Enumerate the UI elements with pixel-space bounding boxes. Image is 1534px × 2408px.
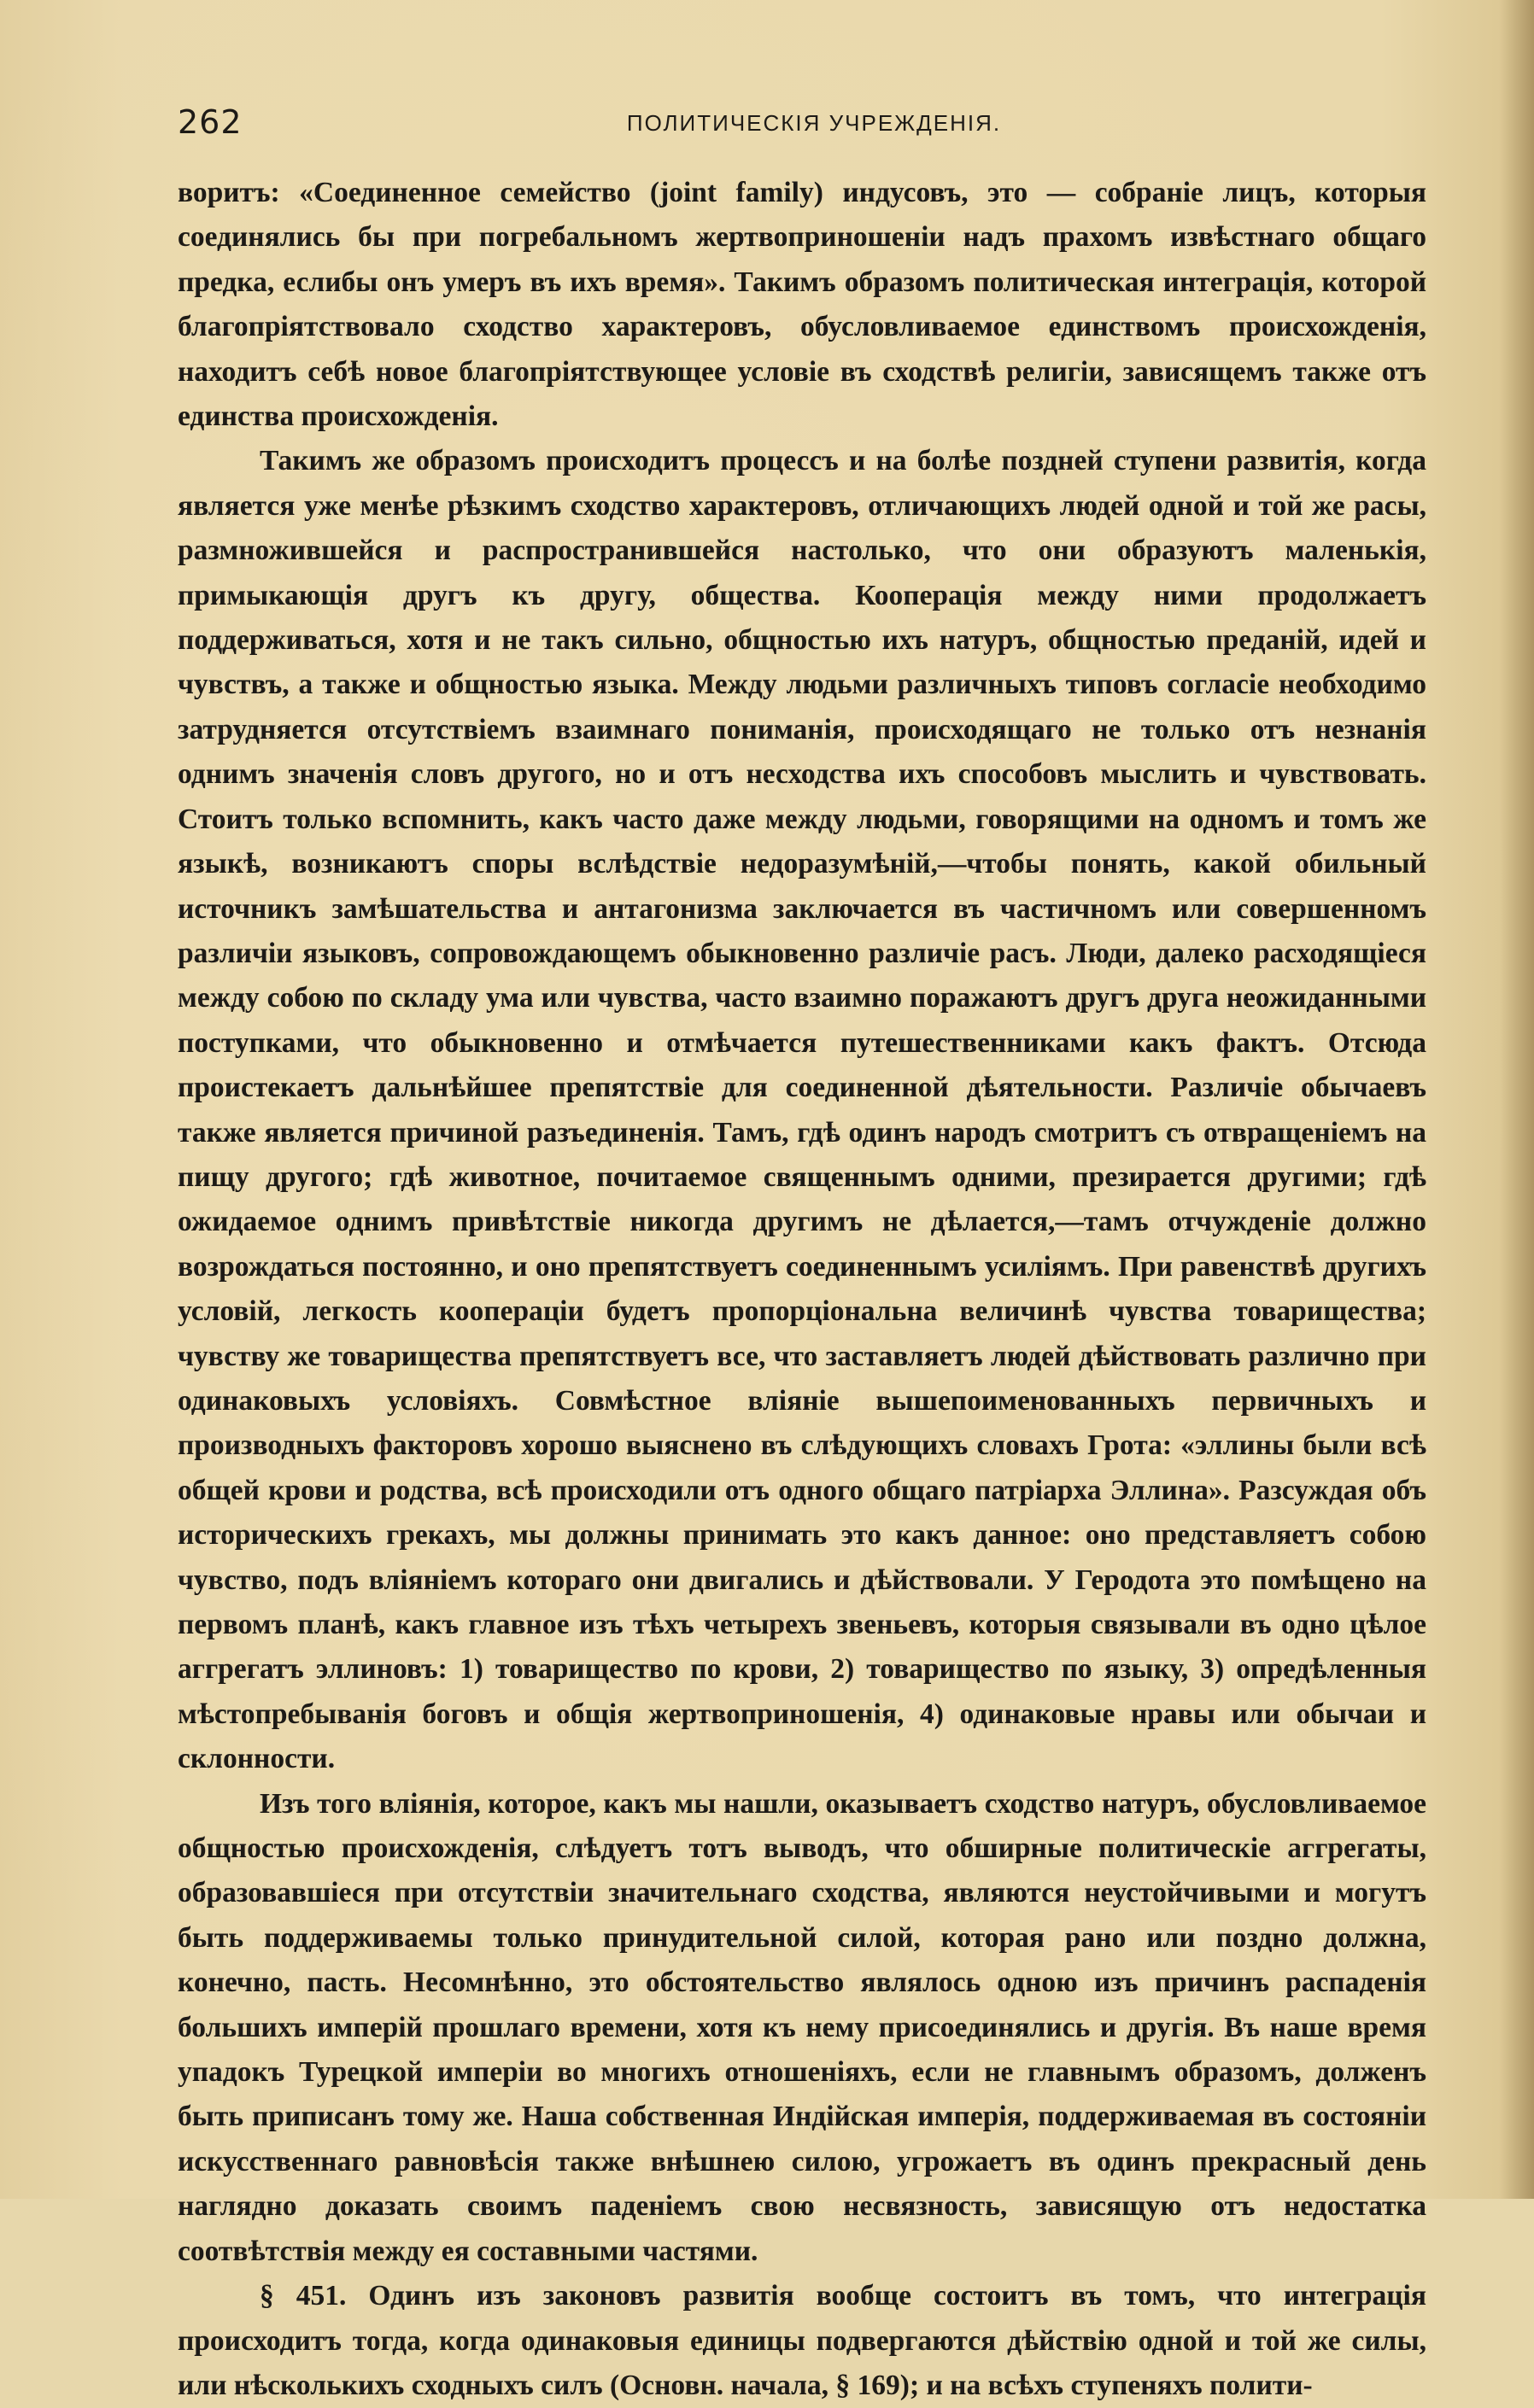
- running-title: ПОЛИТИЧЕСКІЯ УЧРЕЖДЕНІЯ.: [626, 110, 1002, 136]
- paragraph-1: воритъ: «Соединенное семейство (joint family) индусовъ, это — собраніе лицъ, которыя соединялись бы при погребальномъ жертвоприношеніи надъ прахомъ извѣстнаго общаго предка, еслибы онъ умеръ въ ихъ время». Такимъ образомъ политическая интеграція, которой благопріятствовало сходство характеровъ, обусловливаемое единствомъ происхожденія, находитъ себѣ новое благопріятствующее условіе въ сходствѣ религіи, зависящемъ также отъ единства происхожденія.: [178, 177, 1426, 433]
- page-number: 262: [178, 103, 243, 141]
- page-header: [178, 101, 1425, 143]
- paragraph-3: Изъ того вліянія, которое, какъ мы нашли, оказываетъ сходство натуръ, обусловливаемое общностью происхожденія, слѣдуетъ тотъ выводъ, что обширные политическіе аггрегаты, образовавшіеся при отсутствіи значительнаго сходства, являются неустойчивыми и могутъ быть поддерживаемы только принудительной силой, которая рано или поздно должна, конечно, пасть. Несомнѣнно, это обстоятельство являлось одною изъ причинъ распаденія большихъ имперій прошлаго времени, хотя къ нему присоединялись и другія. Въ наше время упадокъ Турецкой имперіи во многихъ отношеніяхъ, если не главнымъ образомъ, долженъ быть приписанъ тому же. Наша собственная Индійская имперія, поддерживаемая въ состояніи искусственнаго равновѣсія также внѣшнею силою, угрожаетъ въ одинъ прекрасный день наглядно доказать своимъ паденіемъ свою несвязность, зависящую отъ недостатка соотвѣтствія между ея составными частями.: [178, 1787, 1426, 2267]
- page-body: [178, 171, 1426, 2408]
- page-edge-shadow: [1500, 0, 1534, 2199]
- paragraph-2: Такимъ же образомъ происходитъ процессъ и на болѣе поздней ступени развитія, когда является уже менѣе рѣзкимъ сходство характеровъ, отличающихъ людей одной и той же расы, размножившейся и распространившейся настолько, что они образуютъ маленькія, примыкающія другъ къ другу, общества. Кооперація между ними продолжаетъ поддерживаться, хотя и не такъ сильно, общностью ихъ натуръ, общностью преданій, идей и чувствъ, а также и общностью языка. Между людьми различныхъ типовъ согласіе необходимо затрудняется отсутствіемъ взаимнаго пониманія, происходящаго не только отъ незнанія однимъ значенія словъ другого, но и отъ несходства ихъ способовъ мыслить и чувствовать. Стоитъ только вспомнить, какъ часто даже между людьми, говорящими на одномъ и томъ же языкѣ, возникаютъ споры вслѣдствіе недоразумѣній,—чтобы понять, какой обильный источникъ замѣшательства и антагонизма заключается въ частичномъ или совершенномъ различіи языковъ, сопровождающемъ обыкновенно различіе расъ. Люди, далеко расходящіеся между собою по складу ума или чувства, часто взаимно поражаютъ другъ друга неожиданными поступками, что обыкновенно и отмѣчается путешественниками какъ фактъ. Отсюда проистекаетъ дальнѣйшее препятствіе для соединенной дѣятельности. Различіе обычаевъ также является причиной разъединенія. Тамъ, гдѣ одинъ народъ смотритъ съ отвращеніемъ на пищу другого; гдѣ животное, почитаемое священнымъ одними, презирается другими; гдѣ ожидаемое однимъ привѣтствіе никогда другимъ не дѣлается,—тамъ отчужденіе должно возрождаться постоянно, и оно препятствуетъ соединеннымъ усиліямъ. При равенствѣ другихъ условій, легкость коопераціи будетъ пропорціональна величинѣ чувства товарищества; чувству же товарищества препятствуетъ все, что заставляетъ людей дѣйствовать различно при одинаковыхъ условіяхъ. Совмѣстное вліяніе вышепоименованныхъ первичныхъ и производныхъ факторовъ хорошо выяснено въ слѣдующихъ словахъ Грота: «эллины были всѣ общей крови и родства, всѣ происходили отъ одного общаго патріарха Эллина». Разсуждая объ историческихъ грекахъ, мы должны принимать это какъ данное: оно представляетъ собою чувство, подъ вліяніемъ котораго они двигались и дѣйствовали. У Геродота это помѣщено на первомъ планѣ, какъ главное изъ тѣхъ четырехъ звеньевъ, которыя связывали въ одно цѣлое аггрегатъ эллиновъ: 1) товарищество по крови, 2) товарищество по языку, 3) опредѣленныя мѣстопребыванія боговъ и общія жертвоприношенія, 4) одинаковые нравы или обычаи и склонности.: [178, 445, 1426, 1775]
- paragraph-4-section-451: § 451. Одинъ изъ законовъ развитія вообще состоитъ въ томъ, что интеграція происходитъ тогда, когда одинаковыя единицы подвергаются дѣйствію одной и той же силы, или нѣсколькихъ сходныхъ силъ (Основн. начала, § 169); и на всѣхъ ступеняхъ полити-: [178, 2280, 1426, 2401]
